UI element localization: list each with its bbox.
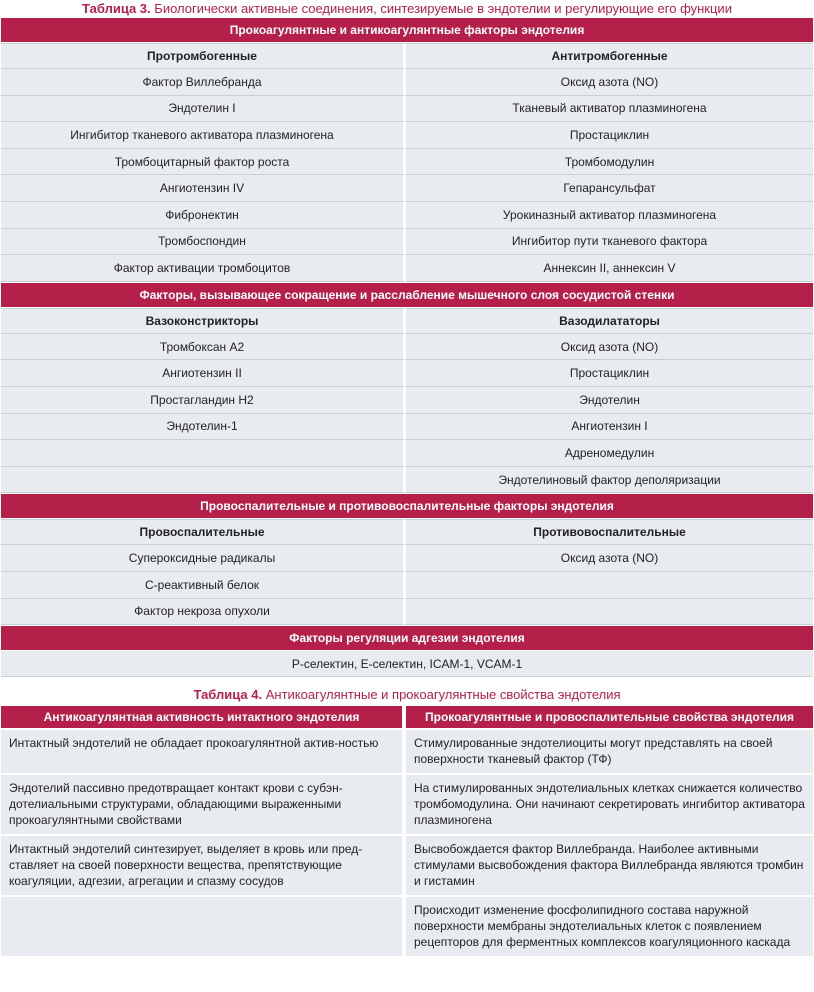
table-cell-left: Супероксидные радикалы: [1, 545, 406, 572]
table-cell-left: [1, 897, 406, 958]
column-header-right: Противовоспалительные: [406, 519, 813, 545]
adhesion-header: Факторы регуляции адгезии эндотелия: [1, 625, 813, 651]
table-row: [1, 545, 813, 572]
table-row: [1, 122, 813, 149]
table-cell-left: Эндотелин-1: [1, 414, 406, 441]
section-header: Прокоагулянтные и антикоагулянтные факторы эндотелия: [1, 17, 813, 43]
table-row: [1, 897, 813, 958]
table-cell-left: [1, 440, 406, 467]
table-cell-left: Интактный эндотелий синтезирует, выделяет в кровь или пред-ставляет на своей поверхности вещества, препятствующие коагуляции, адгезии, агрегации и спазму сосудов: [1, 836, 406, 897]
table-row: [1, 730, 813, 775]
table4-col-right-header: Прокоагулянтные и провоспалительные свойства эндотелия: [406, 706, 813, 730]
table-cell-right: Адреномедулин: [406, 440, 813, 467]
table-cell-right: Ингибитор пути тканевого фактора: [406, 229, 813, 256]
column-header-left: Провоспалительные: [1, 519, 406, 545]
table-cell-right: [406, 599, 813, 626]
table-cell-right: Тканевый активатор плазминогена: [406, 96, 813, 123]
table-cell-right: Ангиотензин I: [406, 414, 813, 441]
table-row: [1, 440, 813, 467]
section-header-row: [1, 17, 813, 43]
table4-col-left-header: Антикоагулянтная активность интактного эндотелия: [1, 706, 406, 730]
table-row: [1, 414, 813, 441]
table-row: [1, 387, 813, 414]
table-cell-left: Ангиотензин II: [1, 360, 406, 387]
column-header-right: Вазодилататоры: [406, 308, 813, 334]
table-row: [1, 255, 813, 282]
table-row: [1, 229, 813, 256]
table4-title-label: Таблица 4.: [193, 687, 263, 703]
table4-header-row: [1, 706, 813, 730]
table-row: [1, 96, 813, 123]
column-header-row: [1, 43, 813, 69]
table-cell-right: Простациклин: [406, 360, 813, 387]
table-cell-right: Оксид азота (NO): [406, 69, 813, 96]
table-row: [1, 599, 813, 626]
table-cell-left: Фибронектин: [1, 202, 406, 229]
table-row: [1, 175, 813, 202]
table3-title-text: Биологически активные соединения, синтезируемые в эндотелии и регулирующие его функции: [154, 1, 732, 16]
table-row: [1, 202, 813, 229]
table4: [1, 706, 813, 958]
column-header-right: Антитромбогенные: [406, 43, 813, 69]
table-cell-left: Эндотелин I: [1, 96, 406, 123]
table-cell-left: Простагландин Н2: [1, 387, 406, 414]
column-header-left: Вазоконстрикторы: [1, 308, 406, 334]
table-cell-left: Ангиотензин IV: [1, 175, 406, 202]
table3: [1, 17, 813, 677]
table-cell-left: Фактор некроза опухоли: [1, 599, 406, 626]
table-cell-right: Простациклин: [406, 122, 813, 149]
table-cell-right: Оксид азота (NO): [406, 334, 813, 361]
table-cell-right: Гепарансульфат: [406, 175, 813, 202]
table-cell-right: Происходит изменение фосфолипидного состава наружной поверхности мембраны эндотелиальных клеток с появлением рецепторов для ферментных комплексов коагуляционного каскада: [406, 897, 813, 958]
table-cell-right: Тромбомодулин: [406, 149, 813, 176]
table-cell-right: Эндотелин: [406, 387, 813, 414]
table-cell-left: Эндотелий пассивно предотвращает контакт крови с субэн-дотелиальными структурами, обладающими выраженными прокоагулянтными свойствами: [1, 775, 406, 836]
table-row: [1, 467, 813, 494]
table-row: [1, 572, 813, 599]
section-header-row: [1, 282, 813, 308]
table4-title-text: Антикоагулянтные и прокоагулянтные свойства эндотелия: [265, 687, 621, 703]
table-cell-right: Урокиназный активатор плазминогена: [406, 202, 813, 229]
table-cell-left: С-реактивный белок: [1, 572, 406, 599]
column-header-row: [1, 519, 813, 545]
table-cell-left: Тромбоцитарный фактор роста: [1, 149, 406, 176]
section-header-row: [1, 493, 813, 519]
column-header-row: [1, 308, 813, 334]
table-row: [1, 775, 813, 836]
section-header: Провоспалительные и противовоспалительные факторы эндотелия: [1, 493, 813, 519]
table-row: [1, 836, 813, 897]
table-cell-right: На стимулированных эндотелиальных клетках снижается количество тромбомодулина. Они начинают секретировать ингибитор активатора плазминогена: [406, 775, 813, 836]
table-cell-right: Эндотелиновый фактор деполяризации: [406, 467, 813, 494]
table-row: [1, 149, 813, 176]
table-cell-right: Стимулированные эндотелиоциты могут представлять на своей поверхности тканевый фактор (ТФ): [406, 730, 813, 775]
column-header-left: Протромбогенные: [1, 43, 406, 69]
table-cell-left: Фактор активации тромбоцитов: [1, 255, 406, 282]
section-header: Факторы, вызывающее сокращение и расслабление мышечного слоя сосудистой стенки: [1, 282, 813, 308]
table3-title-label: Таблица 3.: [82, 1, 151, 16]
table-cell-left: Интактный эндотелий не обладает прокоагулянтной актив-ностью: [1, 730, 406, 775]
table4-title: [0, 684, 814, 706]
table-cell-left: Ингибитор тканевого активатора плазминогена: [1, 122, 406, 149]
table-row: [1, 69, 813, 96]
table-cell-right: Высвобождается фактор Виллебранда. Наиболее активными стимулами высвобождения фактора Виллебранда являются тромбин и гистамин: [406, 836, 813, 897]
section-header-row: [1, 625, 813, 651]
table-row: [1, 651, 813, 677]
table3-title: [0, 0, 814, 17]
adhesion-value: Р-селектин, Е-селектин, ICAM-1, VCAM-1: [1, 651, 813, 677]
table-row: [1, 334, 813, 361]
table-cell-left: Тромбоксан А2: [1, 334, 406, 361]
table-cell-left: [1, 467, 406, 494]
table-row: [1, 360, 813, 387]
table-cell-right: Аннексин II, аннексин V: [406, 255, 813, 282]
table-cell-left: Тромбоспондин: [1, 229, 406, 256]
table-cell-right: Оксид азота (NO): [406, 545, 813, 572]
table-cell-left: Фактор Виллебранда: [1, 69, 406, 96]
table-cell-right: [406, 572, 813, 599]
